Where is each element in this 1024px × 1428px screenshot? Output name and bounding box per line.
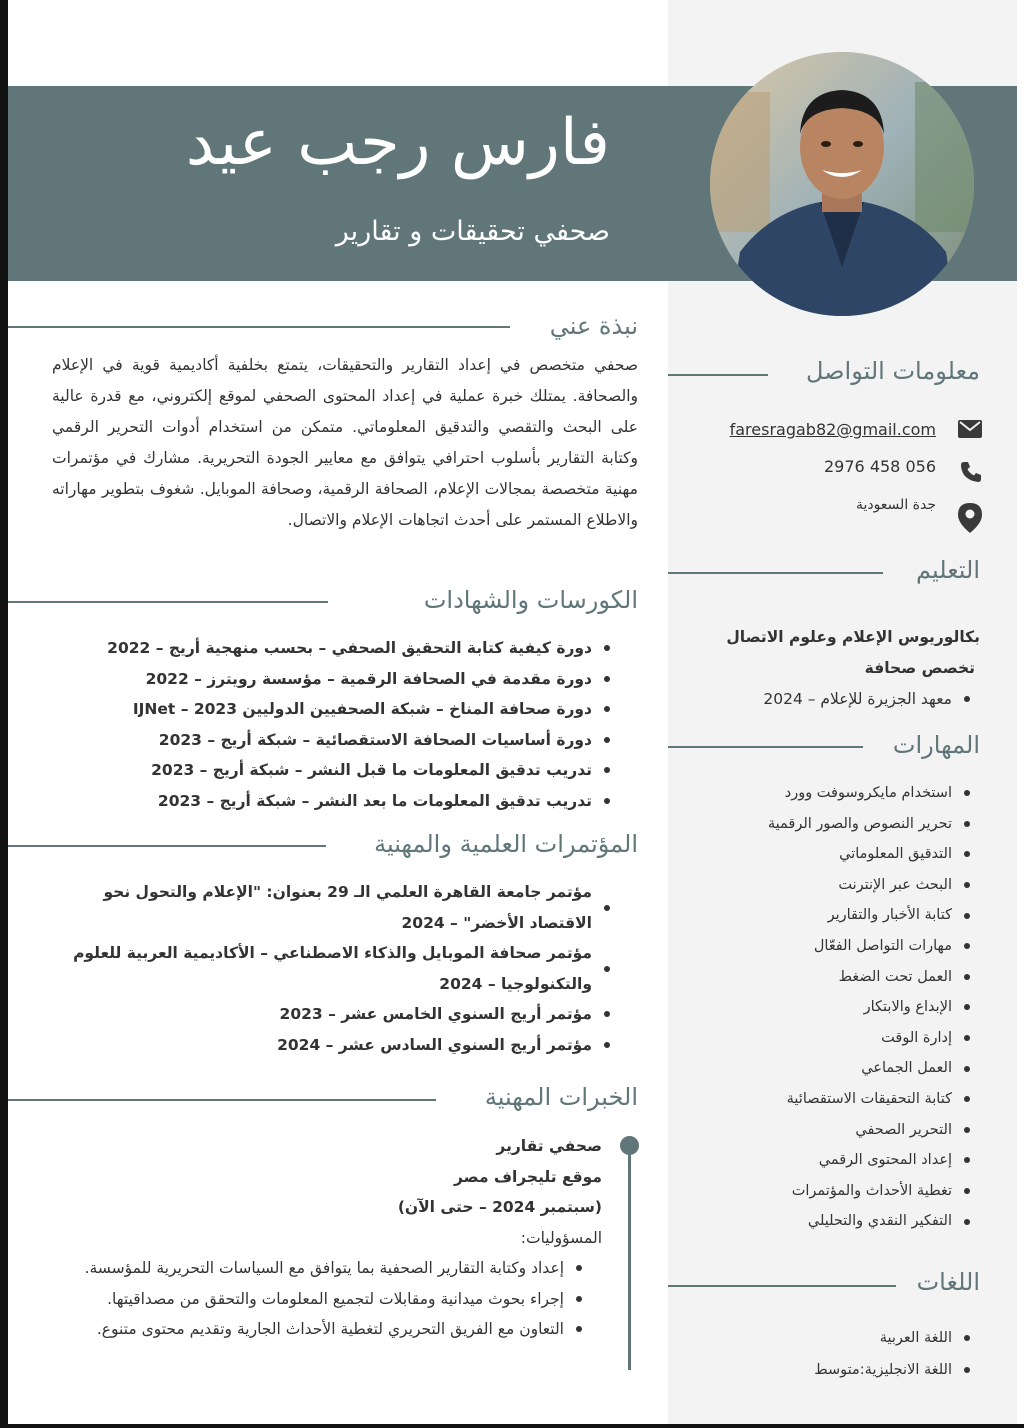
list-item: الإبداع والابتكار: [672, 992, 972, 1023]
list-item: التفكير النقدي والتحليلي: [672, 1206, 972, 1237]
profile-photo: [710, 52, 974, 316]
list-item: مؤتمر أريج السنوي السادس عشر – 2024: [52, 1030, 612, 1061]
responsibilities-list: [42, 1253, 584, 1345]
list-item: مؤتمر أريج السنوي الخامس عشر – 2023: [52, 999, 612, 1030]
skills-rule: [668, 746, 863, 748]
list-item: إعداد وكتابة التقارير الصحفية بما يتوافق مع السياسات التحريرية للمؤسسة.: [42, 1253, 584, 1284]
conferences-title: المؤتمرات العلمية والمهنية: [374, 830, 638, 858]
list-item: مهارات التواصل الفعّال: [672, 931, 972, 962]
page-border: [0, 0, 8, 1428]
skills-title: المهارات: [892, 731, 980, 759]
list-item: تحرير النصوص والصور الرقمية: [672, 809, 972, 840]
courses-title: الكورسات والشهادات: [423, 586, 638, 614]
experience-entry: [42, 1131, 602, 1345]
list-item: مؤتمر صحافة الموبايل والذكاء الاصطناعي – الأكاديمية العربية للعلوم والتكنولوجيا – 2024: [52, 938, 612, 999]
conferences-list: [52, 877, 612, 1060]
list-item: دورة صحافة المناخ – شبكة الصحفيين الدوليين 2023 – IJNet: [52, 694, 612, 725]
page-border-bottom: [0, 1424, 1024, 1428]
list-item: العمل تحت الضغط: [672, 962, 972, 993]
education-title: التعليم: [916, 556, 980, 584]
languages-title: اللغات: [916, 1268, 980, 1296]
list-item: مؤتمر جامعة القاهرة العلمي الـ 29 بعنوان: "الإعلام والتحول نحو الاقتصاد الأخضر" – 2024: [52, 877, 612, 938]
candidate-name: فارس رجب عيد: [185, 106, 610, 180]
education-major: تخصص صحافة: [864, 658, 975, 677]
list-item: دورة كيفية كتابة التحقيق الصحفي – بحسب منهجية أريج – 2022: [52, 633, 612, 664]
envelope-icon: [958, 420, 982, 438]
list-item: البحث عبر الإنترنت: [672, 870, 972, 901]
list-item: العمل الجماعي: [672, 1053, 972, 1084]
skills-list: [672, 778, 972, 1237]
education-degree: بكالوريوس الإعلام وعلوم الاتصال: [726, 628, 980, 646]
experience-period: (سبتمبر 2024 – حتى الآن): [397, 1198, 602, 1216]
list-item: كتابة التحقيقات الاستقصائية: [672, 1084, 972, 1115]
list-item: استخدام مايكروسوفت وورد: [672, 778, 972, 809]
education-list: [660, 684, 980, 714]
list-item: تدريب تدقيق المعلومات ما قبل النشر – شبكة أريج – 2023: [52, 755, 612, 786]
about-rule: [8, 326, 510, 328]
list-item: دورة أساسيات الصحافة الاستقصائية – شبكة أريج – 2023: [52, 725, 612, 756]
list-item: إعداد المحتوى الرقمي: [672, 1145, 972, 1176]
responsibilities-label: المسؤوليات:: [520, 1228, 602, 1247]
experience-company: موقع تليجراف مصر: [454, 1167, 602, 1186]
courses-rule: [8, 601, 328, 603]
education-rule: [668, 572, 883, 574]
job-title: صحفي تحقيقات و تقارير: [335, 216, 610, 247]
list-item: كتابة الأخبار والتقارير: [672, 900, 972, 931]
experience-rule: [8, 1099, 436, 1101]
languages-list: [672, 1322, 972, 1386]
list-item: إدارة الوقت: [672, 1023, 972, 1054]
list-item: التحرير الصحفي: [672, 1115, 972, 1146]
conferences-rule: [8, 845, 326, 847]
list-item: التدقيق المعلوماتي: [672, 839, 972, 870]
languages-rule: [668, 1285, 896, 1287]
list-item: التعاون مع الفريق التحريري لتغطية الأحداث الجارية وتقديم محتوى متنوع.: [42, 1314, 584, 1345]
list-item: اللغة الانجليزية:متوسط: [672, 1354, 972, 1386]
list-item: إجراء بحوث ميدانية ومقابلات لتجميع المعلومات والتحقق من مصداقيتها.: [42, 1284, 584, 1315]
timeline-dot: [620, 1136, 639, 1155]
education-institution: معهد الجزيرة للإعلام – 2024: [660, 684, 972, 714]
timeline-line: [628, 1148, 631, 1370]
phone-number: 056 458 2976: [824, 457, 936, 476]
location-pin-icon: [958, 503, 982, 533]
education-entry: [660, 622, 980, 714]
email-link[interactable]: faresragab82@gmail.com: [729, 420, 936, 439]
courses-list: [52, 633, 612, 816]
contact-title: معلومات التواصل: [805, 357, 980, 385]
phone-icon: [959, 460, 983, 484]
page-margin: [1017, 0, 1024, 1428]
about-title: نبذة عني: [549, 312, 638, 340]
list-item: تغطية الأحداث والمؤتمرات: [672, 1176, 972, 1207]
about-text: صحفي متخصص في إعداد التقارير والتحقيقات، يتمتع بخلفية أكاديمية قوية في الإعلام والصحافة. يمتلك خبرة عملية في إعداد المحتوى الصحفي لموقع إلكتروني، مع قدرة عالية على البحث والتقصي والتدقيق المعلوماتي. متمكن من استخدام أدوات التحرير الرقمي وكتابة التقارير بأسلوب احترافي يتوافق مع معايير الجودة التحريرية. مشارك في مؤتمرات مهنية متخصصة بمجالات الإعلام، الصحافة الرقمية، وصحافة الموبايل. شغوف بتطوير مهاراته والاطلاع المستمر على أحدث اتجاهات الإعلام والاتصال.: [52, 356, 638, 529]
list-item: تدريب تدقيق المعلومات ما بعد النشر – شبكة أريج – 2023: [52, 786, 612, 817]
location: جدة السعودية: [855, 497, 936, 513]
experience-role: صحفي تقارير: [496, 1137, 602, 1155]
contact-rule: [668, 374, 768, 376]
list-item: اللغة العربية: [672, 1322, 972, 1354]
experience-title: الخبرات المهنية: [484, 1083, 638, 1111]
list-item: دورة مقدمة في الصحافة الرقمية – مؤسسة رويترز – 2022: [52, 664, 612, 695]
person-photo-icon: [710, 52, 974, 316]
